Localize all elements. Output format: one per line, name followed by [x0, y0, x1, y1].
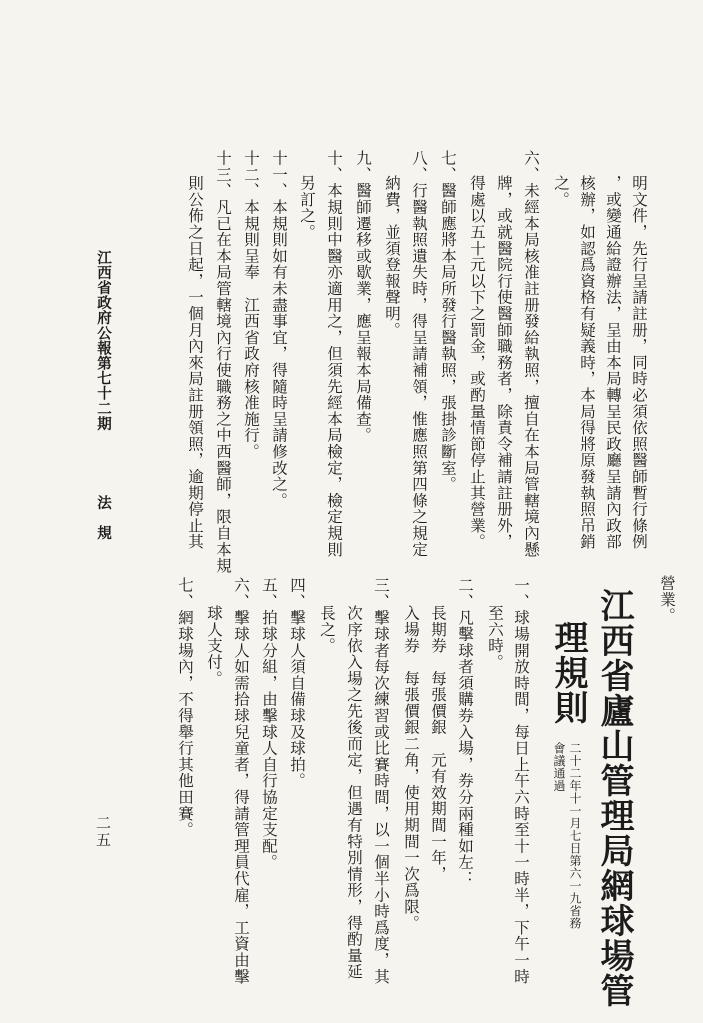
- lower-text-column: 一、球場開放時間，每日上午六時至十一時半，下午一時: [512, 577, 530, 985]
- upper-text-column: 核辦，如認爲資格有疑義時，本局得將原發執照吊銷: [578, 175, 596, 550]
- upper-text-column: 十二、本規則呈奉 江西省政府核准施行。: [242, 150, 260, 460]
- document-title: 理規則: [548, 620, 588, 725]
- lower-text-column: 入場券 每張價銀二角，使用期間一次爲限。: [402, 605, 420, 931]
- document-subtitle: 二十二年十一月七日第六一九省務: [568, 742, 582, 930]
- section-label: 法 規: [95, 495, 112, 541]
- lower-text-column: 營業。: [658, 575, 676, 624]
- lower-text-column: 三、擊球者每次練習或比賽時間，以一個半小時爲度，其: [372, 577, 390, 985]
- upper-text-column: 得處以五十元以下之罰金，或酌量情節停止其營業。: [468, 175, 486, 550]
- lower-text-column: 球人支付。: [205, 605, 223, 687]
- upper-text-column: 六、未經本局核准註册發給執照，擅自在本局管轄境內懸: [522, 150, 540, 558]
- upper-text-column: 十三、凡已在本局管轄境內行使職務之中西醫師，限自本規: [214, 150, 232, 574]
- page-number: 二五: [94, 815, 112, 849]
- document-title: 江西省廬山管理局網球場管: [594, 588, 634, 1008]
- lower-text-column: 五、拍球分組，由擊球人自行協定支配。: [260, 577, 278, 871]
- lower-text-column: 長期券 每張價銀 元有效期間一年，: [429, 605, 447, 883]
- upper-text-column: 七、醫師應將本局所發行醫執照，張掛診斷室。: [439, 150, 457, 493]
- lower-text-column: 六、擊球人如需拾球兒童者，得請管理員代雇，工資由擊: [232, 577, 250, 985]
- lower-text-column: 次序依入場之先後而定，但遇有特別情形，得酌量延: [345, 605, 363, 980]
- upper-text-column: 另訂之。: [298, 175, 316, 241]
- lower-text-column: 二、凡擊球者須購券入場，券分兩種如左：: [456, 577, 474, 887]
- upper-text-column: 八、行醫執照遺失時，得呈請補領，惟應照第四條之規定: [410, 150, 428, 558]
- upper-text-column: 九、醫師遷移或歇業，應呈報本局備查。: [354, 150, 372, 444]
- upper-text-column: 納費，並須登報聲明。: [383, 175, 401, 338]
- lower-text-column: 七、網球場內，不得舉行其他田賽。: [176, 577, 194, 838]
- lower-text-column: 四、擊球人須自備球及球拍。: [288, 577, 306, 789]
- upper-text-column: 則公佈之日起，一個月內來局註册領照，逾期停止其: [186, 175, 204, 550]
- lower-text-column: 長之。: [318, 605, 336, 654]
- document-subtitle: 會議通過: [552, 742, 566, 792]
- upper-text-column: 牌，或就醫院行使醫師職務者，除責令補請註册外，: [495, 175, 513, 550]
- upper-text-column: 十一、本規則如有未盡事宜，得隨時呈請修改之。: [270, 150, 288, 509]
- upper-text-column: 十、本規則中醫亦適用之，但須先經本局檢定，檢定規則: [325, 150, 343, 558]
- upper-text-column: 明文件，先行呈請註册，同時必須依照醫師暫行條例: [630, 175, 648, 550]
- publication-title: 江西省政府公報第七十二期: [95, 250, 112, 432]
- upper-text-column: ，或變通給證辦法，呈由本局轉呈民政廳呈請內政部: [604, 175, 622, 550]
- upper-text-column: 之。: [552, 175, 570, 208]
- lower-text-column: 至六時。: [486, 605, 504, 671]
